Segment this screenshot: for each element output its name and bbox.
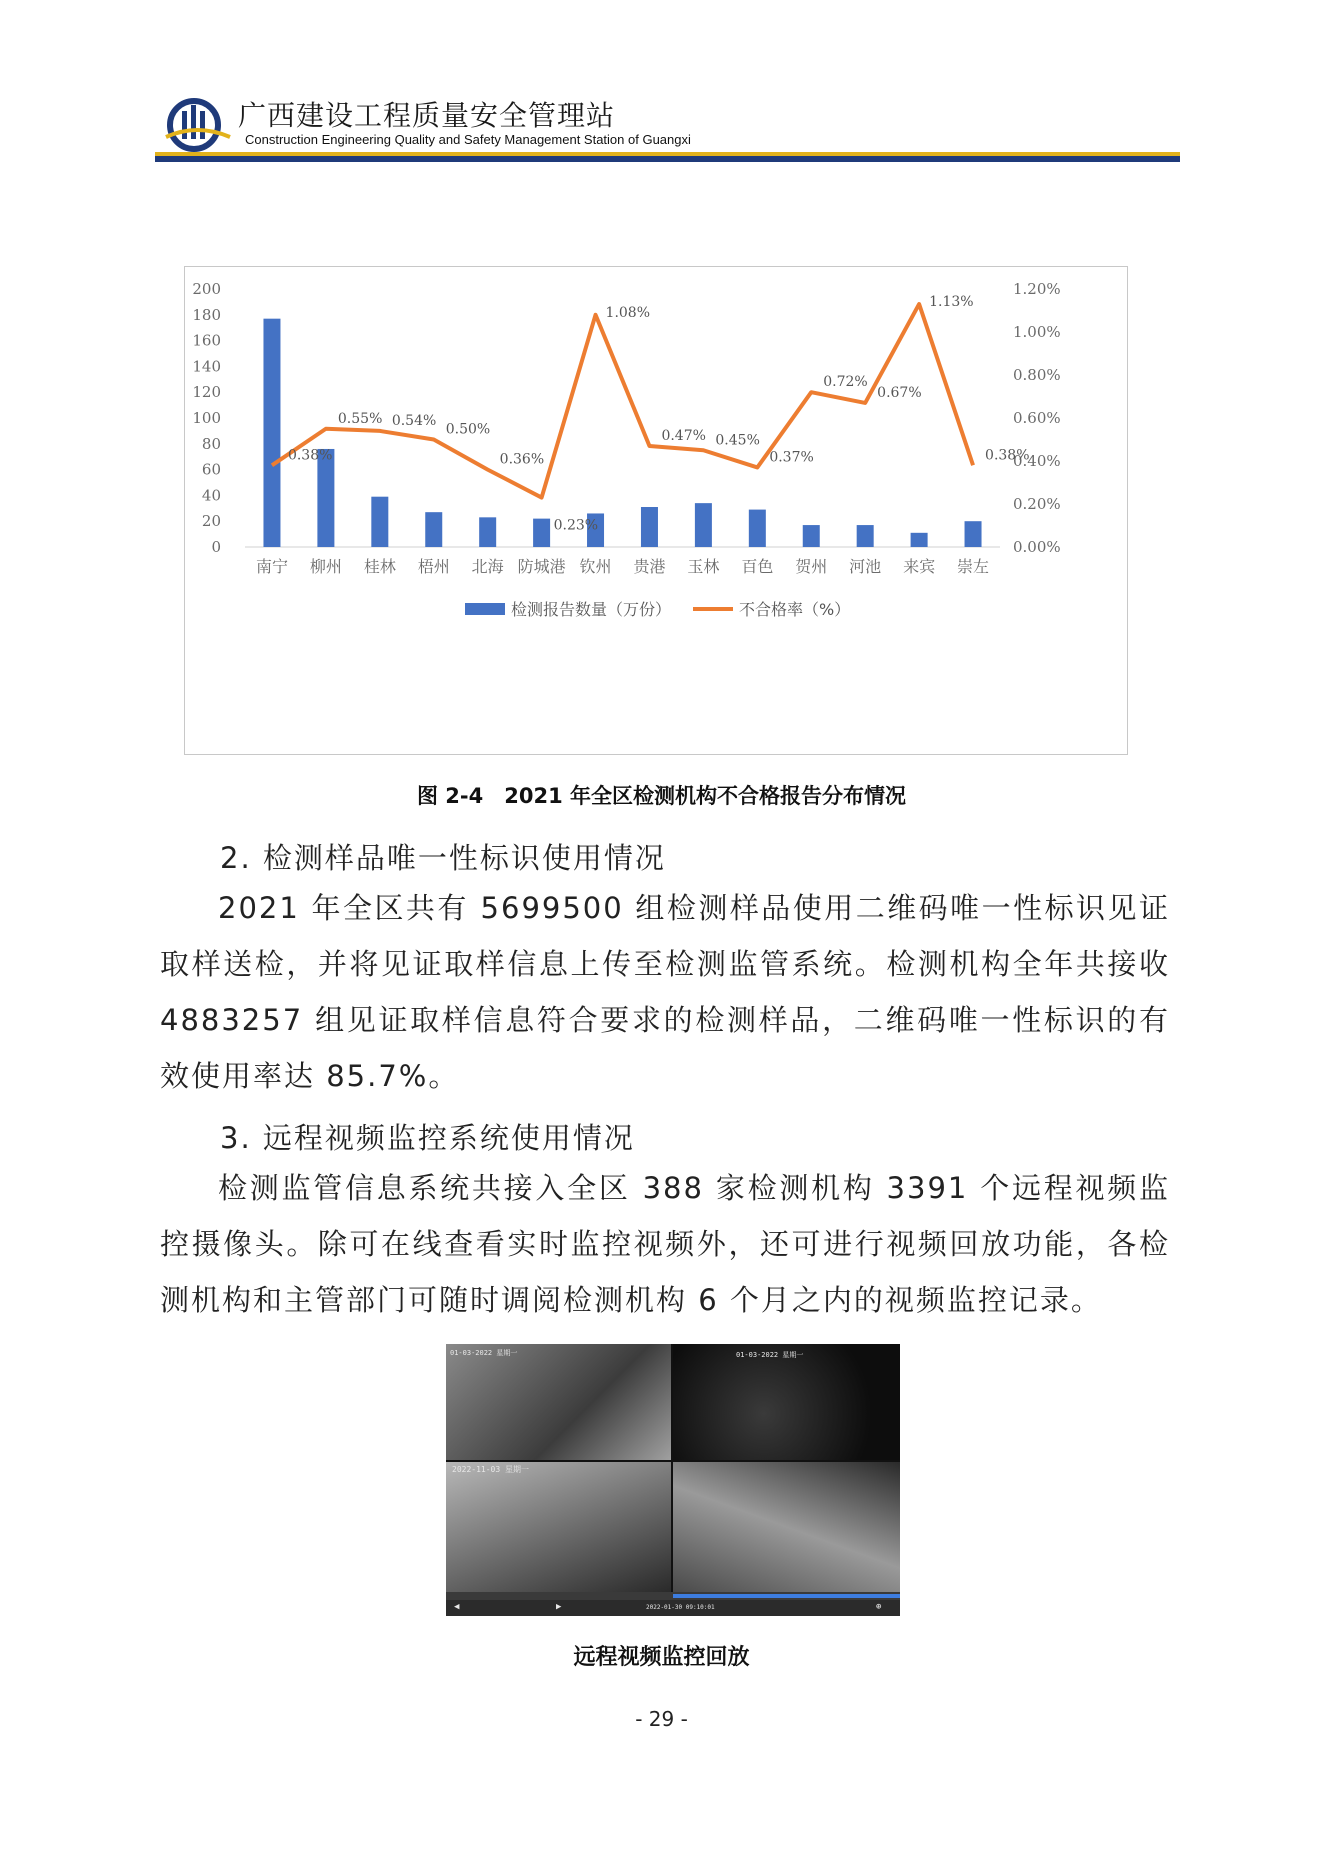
- section-2-heading: 2. 检测样品唯一性标识使用情况: [220, 841, 666, 875]
- gx-station-logo-icon: [162, 93, 232, 153]
- playback-controls: [446, 1600, 900, 1616]
- rewind-icon[interactable]: ◀: [454, 1602, 460, 1612]
- line-data-label: 1.13%: [929, 294, 974, 311]
- y-left-tick-label: 140: [192, 357, 221, 376]
- y-left-tick-label: 80: [201, 434, 221, 453]
- bar-柳州: [317, 449, 334, 547]
- play-icon[interactable]: ▶: [556, 1602, 562, 1612]
- line-data-label: 0.54%: [391, 412, 437, 429]
- y-right-tick-label: 1.00%: [1013, 323, 1061, 341]
- bar-百色: [749, 510, 766, 547]
- feed-timestamp: 2022-11-03 星期一: [452, 1465, 529, 1474]
- camera-feed-lab-1: [446, 1344, 671, 1460]
- playback-progress-fill: [673, 1594, 900, 1598]
- camera-feed-lab-3: [673, 1462, 900, 1592]
- y-left-tick-label: 120: [192, 383, 221, 402]
- section-3-heading: 3. 远程视频监控系统使用情况: [220, 1121, 635, 1155]
- x-category-label: 桂林: [363, 557, 396, 576]
- line-data-label: 0.23%: [553, 517, 599, 534]
- chart-svg: [185, 267, 1127, 754]
- x-category-label: 南宁: [255, 557, 288, 576]
- x-category-label: 钦州: [579, 557, 612, 576]
- y-left-tick-label: 40: [201, 486, 221, 505]
- bar-贵港: [641, 507, 658, 547]
- x-category-label: 崇左: [957, 557, 990, 576]
- bar-崇左: [965, 521, 982, 547]
- org-title: 广西建设工程质量安全管理站: [238, 99, 616, 132]
- x-category-label: 梧州: [417, 557, 450, 576]
- y-right-tick-label: 0.60%: [1013, 409, 1061, 427]
- bar-北海: [479, 517, 496, 547]
- y-right-tick-label: 0.80%: [1013, 366, 1061, 384]
- y-left-tick-label: 20: [201, 512, 221, 531]
- bar-防城港: [533, 519, 550, 547]
- x-category-label: 河池: [849, 557, 882, 576]
- line-data-label: 1.08%: [605, 304, 651, 321]
- line-data-label: 0.37%: [769, 449, 814, 466]
- y-left-tick-label: 60: [201, 460, 221, 479]
- x-category-label: 防城港: [517, 557, 566, 576]
- figure-caption: 图 2-4 2021 年全区检测机构不合格报告分布情况: [416, 784, 906, 808]
- y-left-tick-label: 160: [192, 331, 221, 350]
- camera-feed-lab-2: [446, 1462, 671, 1592]
- x-category-label: 百色: [741, 557, 774, 576]
- line-data-label: 0.36%: [499, 451, 545, 468]
- x-category-label: 来宾: [903, 557, 936, 576]
- zoom-icon[interactable]: ⊕: [876, 1602, 882, 1612]
- line-data-label: 0.55%: [337, 410, 383, 427]
- feed-timestamp: 01-03-2022 星期一: [736, 1351, 804, 1359]
- org-subtitle: Construction Engineering Quality and Safety Management Station of Guangxi: [245, 132, 691, 147]
- line-series-reject-rate: [272, 304, 973, 498]
- bar-梧州: [425, 512, 442, 547]
- x-category-label: 贵港: [633, 557, 666, 576]
- y-right-tick-label: 1.20%: [1013, 280, 1061, 298]
- feed-timestamp: 01-03-2022 星期一: [450, 1349, 518, 1357]
- line-data-label: 0.47%: [661, 427, 706, 444]
- y-right-tick-label: 0.20%: [1013, 495, 1061, 513]
- line-data-label: 0.38%: [287, 447, 333, 464]
- legend-label-bar: 检测报告数量（万份）: [511, 600, 672, 619]
- header-rule-navy: [155, 156, 1180, 162]
- x-category-label: 北海: [471, 557, 504, 576]
- playback-time: 2022-01-30 09:10:01: [646, 1604, 715, 1611]
- y-left-tick-label: 100: [192, 409, 221, 427]
- section-3-body: 检测监管信息系统共接入全区 388 家检测机构 3391 个远程视频监控摄像头。除可在线查看实时监控视频外，还可进行视频回放功能，各检测机构和主管部门可随时调阅检测机构 6 个月之内的视频监控记录。: [160, 1171, 1170, 1317]
- line-data-label: 0.72%: [823, 374, 868, 391]
- bar-玉林: [695, 503, 712, 547]
- line-data-label: 0.45%: [715, 432, 760, 449]
- legend-swatch-bar: [465, 603, 505, 615]
- camera-feed-dark: [673, 1344, 900, 1460]
- image-caption: 远程视频监控回放: [573, 1645, 750, 1670]
- bar-贺州: [803, 525, 820, 547]
- bar-南宁: [263, 319, 280, 547]
- line-data-label: 0.67%: [877, 384, 922, 401]
- bar-来宾: [911, 533, 928, 547]
- y-left-tick-label: 0: [211, 538, 221, 556]
- y-right-tick-label: 0.40%: [1013, 452, 1061, 470]
- page-number: - 29 -: [635, 1707, 688, 1731]
- x-category-label: 玉林: [687, 557, 720, 576]
- line-data-label: 0.50%: [445, 421, 491, 438]
- x-category-label: 贺州: [795, 557, 828, 576]
- y-left-tick-label: 180: [192, 305, 221, 324]
- y-right-tick-label: 0.00%: [1013, 538, 1061, 556]
- legend-label-line: 不合格率（%）: [739, 600, 851, 619]
- line-data-label: 0.38%: [985, 447, 1030, 464]
- combo-chart: [184, 266, 1128, 755]
- bar-桂林: [371, 497, 388, 547]
- bar-河池: [857, 525, 874, 547]
- y-left-tick-label: 200: [192, 280, 221, 298]
- cctv-playback-image: [446, 1344, 900, 1616]
- x-category-label: 柳州: [309, 557, 342, 576]
- section-2-body: 2021 年全区共有 5699500 组检测样品使用二维码唯一性标识见证取样送检，并将见证取样信息上传至检测监管系统。检测机构全年共接收 4883257 组见证取样信息符合要求的检测样品，二维码唯一性标识的有效使用率达 85.7%。: [160, 891, 1170, 1093]
